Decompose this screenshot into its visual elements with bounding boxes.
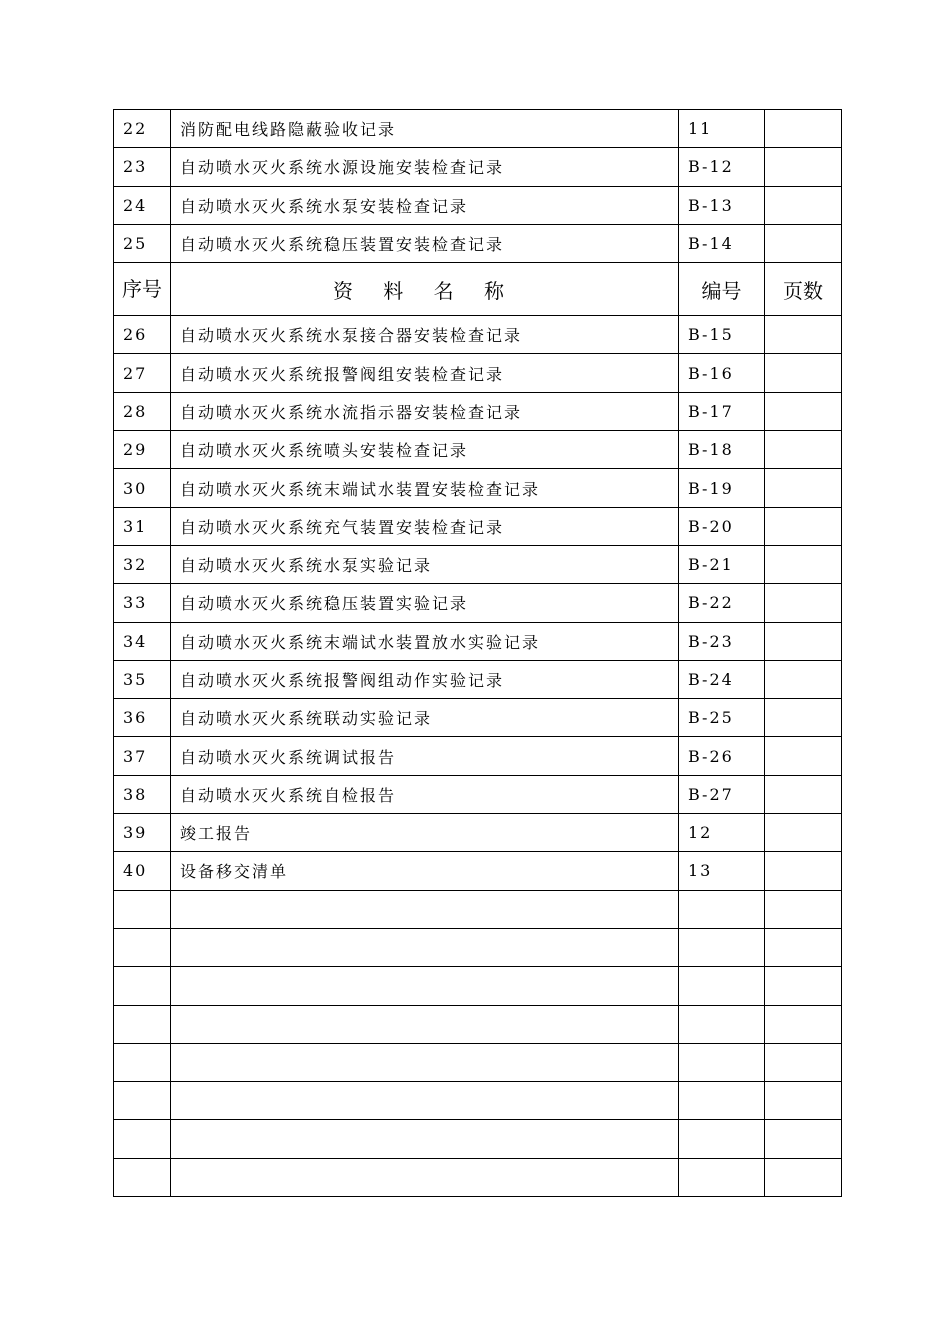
table-row [114,431,842,469]
cell-code: B-16 [679,354,765,392]
document-index-table [113,109,842,1197]
cell-pages [765,584,842,622]
cell-code: B-22 [679,584,765,622]
cell-no: 37 [114,737,171,775]
cell-code: B-20 [679,507,765,545]
cell-name: 自动喷水灭火系统末端试水装置放水实验记录 [171,622,679,660]
cell-no [114,928,171,966]
cell-code: B-15 [679,316,765,354]
cell-no [114,1158,171,1196]
cell-name [171,1043,679,1081]
cell-name [171,1082,679,1120]
cell-code: B-12 [679,148,765,186]
cell-no: 22 [114,110,171,148]
cell-name: 自动喷水灭火系统报警阀组安装检查记录 [171,354,679,392]
table-row [114,224,842,262]
cell-pages [765,660,842,698]
cell-code: B-17 [679,392,765,430]
cell-code: B-25 [679,699,765,737]
cell-no: 39 [114,814,171,852]
table-row [114,737,842,775]
cell-pages [765,545,842,583]
table-row [114,622,842,660]
cell-pages [765,431,842,469]
cell-name: 自动喷水灭火系统末端试水装置安装检查记录 [171,469,679,507]
cell-code: 11 [679,110,765,148]
cell-code [679,967,765,1005]
cell-code [679,1005,765,1043]
header-name: 资 料 名 称 [171,263,679,316]
cell-name [171,928,679,966]
table-header-row [114,263,842,316]
cell-no [114,890,171,928]
cell-name: 竣工报告 [171,814,679,852]
header-no: 序号 [114,263,171,316]
table-row [114,1158,842,1196]
cell-name: 自动喷水灭火系统水源设施安装检查记录 [171,148,679,186]
table-row [114,507,842,545]
cell-code: B-13 [679,186,765,224]
cell-name: 消防配电线路隐蔽验收记录 [171,110,679,148]
cell-no: 35 [114,660,171,698]
cell-code: B-24 [679,660,765,698]
table-row [114,660,842,698]
cell-pages [765,737,842,775]
cell-pages [765,392,842,430]
cell-pages [765,354,842,392]
table-row [114,148,842,186]
table-row [114,775,842,813]
cell-name: 自动喷水灭火系统联动实验记录 [171,699,679,737]
cell-no: 33 [114,584,171,622]
cell-no: 32 [114,545,171,583]
cell-pages [765,967,842,1005]
cell-pages [765,814,842,852]
cell-code: B-26 [679,737,765,775]
cell-pages [765,316,842,354]
table-row [114,814,842,852]
cell-pages [765,224,842,262]
cell-code [679,890,765,928]
cell-pages [765,110,842,148]
cell-code [679,928,765,966]
cell-no: 28 [114,392,171,430]
cell-pages [765,469,842,507]
cell-name: 自动喷水灭火系统自检报告 [171,775,679,813]
cell-no: 40 [114,852,171,890]
table-row [114,852,842,890]
cell-code: B-27 [679,775,765,813]
table-row [114,699,842,737]
cell-no: 26 [114,316,171,354]
cell-no: 30 [114,469,171,507]
cell-name: 自动喷水灭火系统水泵接合器安装检查记录 [171,316,679,354]
cell-pages [765,1043,842,1081]
cell-name [171,967,679,1005]
cell-no: 23 [114,148,171,186]
cell-no [114,1120,171,1158]
cell-name [171,1120,679,1158]
table-row [114,890,842,928]
cell-name: 自动喷水灭火系统水流指示器安装检查记录 [171,392,679,430]
cell-no: 36 [114,699,171,737]
cell-no: 38 [114,775,171,813]
table-row [114,354,842,392]
cell-no: 25 [114,224,171,262]
cell-name: 自动喷水灭火系统喷头安装检查记录 [171,431,679,469]
cell-name: 自动喷水灭火系统稳压装置实验记录 [171,584,679,622]
header-code: 编号 [679,263,765,316]
table-row [114,392,842,430]
cell-pages [765,148,842,186]
table-row [114,110,842,148]
cell-name: 自动喷水灭火系统稳压装置安装检查记录 [171,224,679,262]
cell-pages [765,1082,842,1120]
table-row [114,186,842,224]
cell-no [114,967,171,1005]
cell-no: 34 [114,622,171,660]
cell-code [679,1120,765,1158]
cell-code: 13 [679,852,765,890]
table-row [114,1120,842,1158]
cell-pages [765,699,842,737]
table-row [114,928,842,966]
table-row [114,967,842,1005]
cell-pages [765,1005,842,1043]
cell-name [171,1158,679,1196]
cell-pages [765,1158,842,1196]
table-row [114,1005,842,1043]
cell-pages [765,622,842,660]
cell-name [171,890,679,928]
cell-code [679,1043,765,1081]
cell-pages [765,852,842,890]
cell-code [679,1158,765,1196]
cell-code [679,1082,765,1120]
cell-code: B-14 [679,224,765,262]
cell-code: B-23 [679,622,765,660]
cell-name: 自动喷水灭火系统调试报告 [171,737,679,775]
cell-pages [765,890,842,928]
cell-no: 27 [114,354,171,392]
cell-no: 31 [114,507,171,545]
cell-no [114,1082,171,1120]
table-row [114,316,842,354]
cell-code: B-21 [679,545,765,583]
table-row [114,1043,842,1081]
header-pages: 页数 [765,263,842,316]
cell-name: 设备移交清单 [171,852,679,890]
cell-no [114,1043,171,1081]
cell-pages [765,1120,842,1158]
table-row [114,469,842,507]
cell-name: 自动喷水灭火系统水泵实验记录 [171,545,679,583]
cell-name: 自动喷水灭火系统充气装置安装检查记录 [171,507,679,545]
cell-pages [765,928,842,966]
cell-no: 29 [114,431,171,469]
cell-name: 自动喷水灭火系统报警阀组动作实验记录 [171,660,679,698]
cell-name: 自动喷水灭火系统水泵安装检查记录 [171,186,679,224]
table-body [114,316,842,1197]
cell-code: 12 [679,814,765,852]
cell-no: 24 [114,186,171,224]
cell-name [171,1005,679,1043]
cell-code: B-19 [679,469,765,507]
table-row [114,545,842,583]
cell-code: B-18 [679,431,765,469]
cell-pages [765,186,842,224]
cell-pages [765,775,842,813]
table-row [114,1082,842,1120]
cell-no [114,1005,171,1043]
cell-pages [765,507,842,545]
table-row [114,584,842,622]
